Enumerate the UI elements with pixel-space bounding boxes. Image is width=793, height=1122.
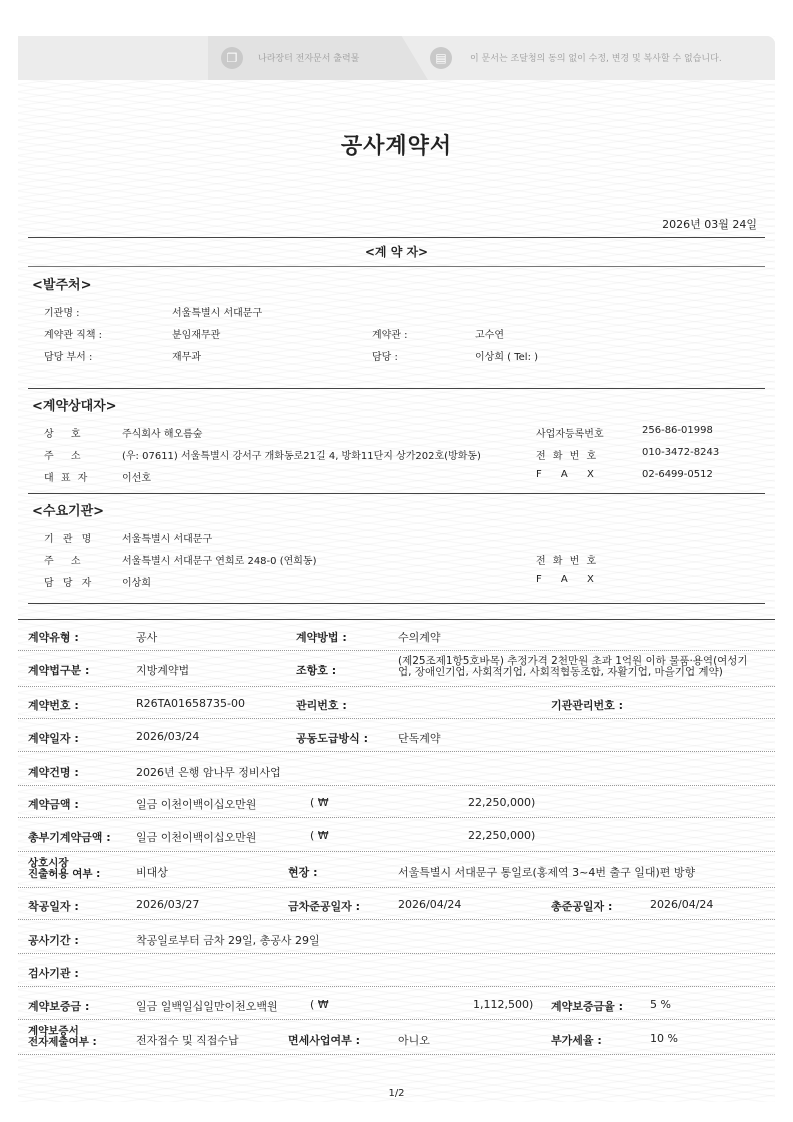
document-date: 2026년 03월 24일 bbox=[662, 218, 757, 231]
contract-amount-label: 계약금액 : bbox=[28, 798, 79, 811]
total-amount-number: 22,250,000) bbox=[468, 829, 536, 842]
this-completion: 2026/04/24 bbox=[398, 898, 462, 911]
row-divider bbox=[18, 887, 775, 888]
total-amount-label: 총부기계약금액 : bbox=[28, 831, 111, 844]
counterparty-rep: 이선호 bbox=[122, 473, 151, 484]
counterparty-name-label: 상 호 bbox=[44, 429, 81, 440]
contract-document bbox=[18, 36, 775, 1102]
tax-free: 아니오 bbox=[398, 1034, 430, 1047]
banner-left-text: 나라장터 전자문서 출력물 bbox=[258, 54, 360, 64]
row-divider bbox=[18, 1019, 775, 1020]
client-person-label: 담당 : bbox=[372, 352, 398, 363]
row-divider bbox=[18, 986, 775, 987]
client-officer-title: 분임재무관 bbox=[172, 330, 221, 341]
demand-person-label: 담 당 자 bbox=[44, 578, 92, 589]
tax-free-label: 면세사업여부 : bbox=[288, 1034, 360, 1047]
total-completion-label: 총준공일자 : bbox=[551, 900, 613, 913]
guarantee-label bbox=[28, 1026, 128, 1048]
client-officer-title-label: 계약관 직책 : bbox=[44, 330, 103, 341]
guarantee-label-line-2: 전자제출여부 : bbox=[28, 1036, 97, 1048]
deposit-rate: 5 % bbox=[650, 998, 671, 1011]
vat: 10 % bbox=[650, 1032, 678, 1045]
joint-method-label: 공동도급방식 : bbox=[296, 732, 368, 745]
print-banner bbox=[18, 36, 775, 80]
contract-name-label: 계약건명 : bbox=[28, 766, 79, 779]
contract-law: 지방계약법 bbox=[136, 664, 190, 677]
clause-text bbox=[398, 656, 770, 678]
site-label: 현장 : bbox=[288, 866, 318, 879]
deposit-currency: ( ₩ bbox=[310, 998, 329, 1011]
counterparty-bizno: 256-86-01998 bbox=[642, 425, 713, 436]
contract-amount-number: 22,250,000) bbox=[468, 796, 536, 809]
deposit-words: 일금 일백일십일만이천오백원 bbox=[136, 1000, 278, 1013]
banner-right-text: 이 문서는 조달청의 동의 없이 수정, 변경 및 복사할 수 없습니다. bbox=[470, 54, 722, 64]
page-number: 1/2 bbox=[388, 1088, 405, 1099]
deposit-number: 1,112,500) bbox=[473, 998, 534, 1011]
inspection-label: 검사기관 : bbox=[28, 967, 79, 980]
clause-line-1: (제25조제1항5호바목) 추정가격 2천만원 초과 1억원 이하 물품·용역(여성기 bbox=[398, 655, 748, 667]
document-copy-icon: ❐ bbox=[221, 47, 243, 69]
demand-org-label: 기 관 명 bbox=[44, 534, 92, 545]
market-access-label bbox=[28, 858, 128, 880]
client-heading: <발주처> bbox=[32, 278, 92, 293]
row-divider bbox=[18, 650, 775, 651]
total-amount-words: 일금 이천이백이십오만원 bbox=[136, 831, 257, 844]
divider bbox=[28, 603, 765, 604]
counterparty-name: 주식회사 해오름숲 bbox=[122, 429, 203, 440]
client-person: 이상희 ( Tel: ) bbox=[475, 352, 539, 363]
demand-tel-label: 전 화 번 호 bbox=[536, 556, 597, 567]
start-date: 2026/03/27 bbox=[136, 898, 200, 911]
contract-type-label: 계약유형 : bbox=[28, 631, 79, 644]
row-divider bbox=[18, 1054, 775, 1055]
document-title: 공사계약서 bbox=[340, 134, 453, 159]
contract-method: 수의계약 bbox=[398, 631, 441, 644]
client-dept-label: 담당 부서 : bbox=[44, 352, 93, 363]
clause-line-2: 업, 장애인기업, 사회적기업, 사회적협동조합, 자활기업, 마을기업 계약) bbox=[398, 666, 723, 678]
contract-date-label: 계약일자 : bbox=[28, 732, 79, 745]
guarantee-label-line-1: 계약보증서 bbox=[28, 1025, 79, 1037]
counterparty-fax-label: F A X bbox=[536, 469, 594, 480]
counterparty-heading: <계약상대자> bbox=[32, 399, 117, 414]
total-completion: 2026/04/24 bbox=[650, 898, 714, 911]
row-divider bbox=[18, 919, 775, 920]
agency-mgmt-no-label: 기관관리번호 : bbox=[551, 699, 623, 712]
counterparty-bizno-label: 사업자등록번호 bbox=[536, 429, 604, 440]
joint-method: 단독계약 bbox=[398, 732, 441, 745]
period: 착공일로부터 금차 29일, 총공사 29일 bbox=[136, 934, 320, 947]
counterparty-tel-label: 전 화 번 호 bbox=[536, 451, 597, 462]
period-label: 공사기간 : bbox=[28, 934, 79, 947]
contractor-heading: <계 약 자> bbox=[364, 245, 429, 259]
demand-person: 이상희 bbox=[122, 578, 151, 589]
row-divider bbox=[18, 817, 775, 818]
counterparty-addr-label: 주 소 bbox=[44, 451, 81, 462]
divider bbox=[28, 237, 765, 238]
this-completion-label: 금차준공일자 : bbox=[288, 900, 360, 913]
site: 서울특별시 서대문구 통일로(홍제역 3~4번 출구 일대)편 방향 bbox=[398, 866, 696, 879]
contract-amount-words: 일금 이천이백이십오만원 bbox=[136, 798, 257, 811]
clause-label: 조항호 : bbox=[296, 664, 337, 677]
row-divider bbox=[18, 718, 775, 719]
client-officer: 고수연 bbox=[475, 330, 504, 341]
counterparty-rep-label: 대 표 자 bbox=[44, 473, 88, 484]
contract-name: 2026년 은행 암나무 정비사업 bbox=[136, 766, 281, 779]
client-agency: 서울특별시 서대문구 bbox=[172, 308, 263, 319]
divider bbox=[28, 388, 765, 389]
printer-icon: ▤ bbox=[430, 47, 452, 69]
contract-date: 2026/03/24 bbox=[136, 730, 200, 743]
demand-org: 서울특별시 서대문구 bbox=[122, 534, 213, 545]
total-amount-currency: ( ₩ bbox=[310, 829, 329, 842]
row-divider bbox=[18, 686, 775, 687]
counterparty-tel: 010-3472-8243 bbox=[642, 447, 720, 458]
contract-method-label: 계약방법 : bbox=[296, 631, 347, 644]
deposit-rate-label: 계약보증금율 : bbox=[551, 1000, 623, 1013]
divider bbox=[28, 493, 765, 494]
market-access-label-line-2: 진출허용 여부 : bbox=[28, 868, 101, 880]
contract-law-label: 계약법구분 : bbox=[28, 664, 90, 677]
row-divider bbox=[18, 785, 775, 786]
counterparty-addr: (우: 07611) 서울특별시 강서구 개화동로21길 4, 방화11단지 상가202호(방화동) bbox=[122, 451, 481, 462]
row-divider bbox=[18, 953, 775, 954]
contract-no: R26TA01658735-00 bbox=[136, 697, 245, 710]
row-divider bbox=[18, 751, 775, 752]
demand-addr: 서울특별시 서대문구 연희로 248-0 (연희동) bbox=[122, 556, 317, 567]
market-access-label-line-1: 상호시장 bbox=[28, 857, 69, 869]
vat-label: 부가세율 : bbox=[551, 1034, 602, 1047]
start-date-label: 착공일자 : bbox=[28, 900, 79, 913]
contract-type: 공사 bbox=[136, 631, 158, 644]
divider bbox=[18, 619, 775, 620]
counterparty-fax: 02-6499-0512 bbox=[642, 469, 713, 480]
client-agency-label: 기관명 : bbox=[44, 308, 80, 319]
row-divider bbox=[18, 851, 775, 852]
client-dept: 재무과 bbox=[172, 352, 201, 363]
contract-amount-currency: ( ₩ bbox=[310, 796, 329, 809]
deposit-label: 계약보증금 : bbox=[28, 1000, 90, 1013]
contract-no-label: 계약번호 : bbox=[28, 699, 79, 712]
demand-heading: <수요기관> bbox=[32, 504, 105, 519]
divider bbox=[28, 266, 765, 267]
demand-fax-label: F A X bbox=[536, 574, 594, 585]
market-access: 비대상 bbox=[136, 866, 168, 879]
demand-addr-label: 주 소 bbox=[44, 556, 81, 567]
mgmt-no-label: 관리번호 : bbox=[296, 699, 347, 712]
client-officer-label: 계약관 : bbox=[372, 330, 408, 341]
guarantee: 전자접수 및 직접수납 bbox=[136, 1034, 239, 1047]
